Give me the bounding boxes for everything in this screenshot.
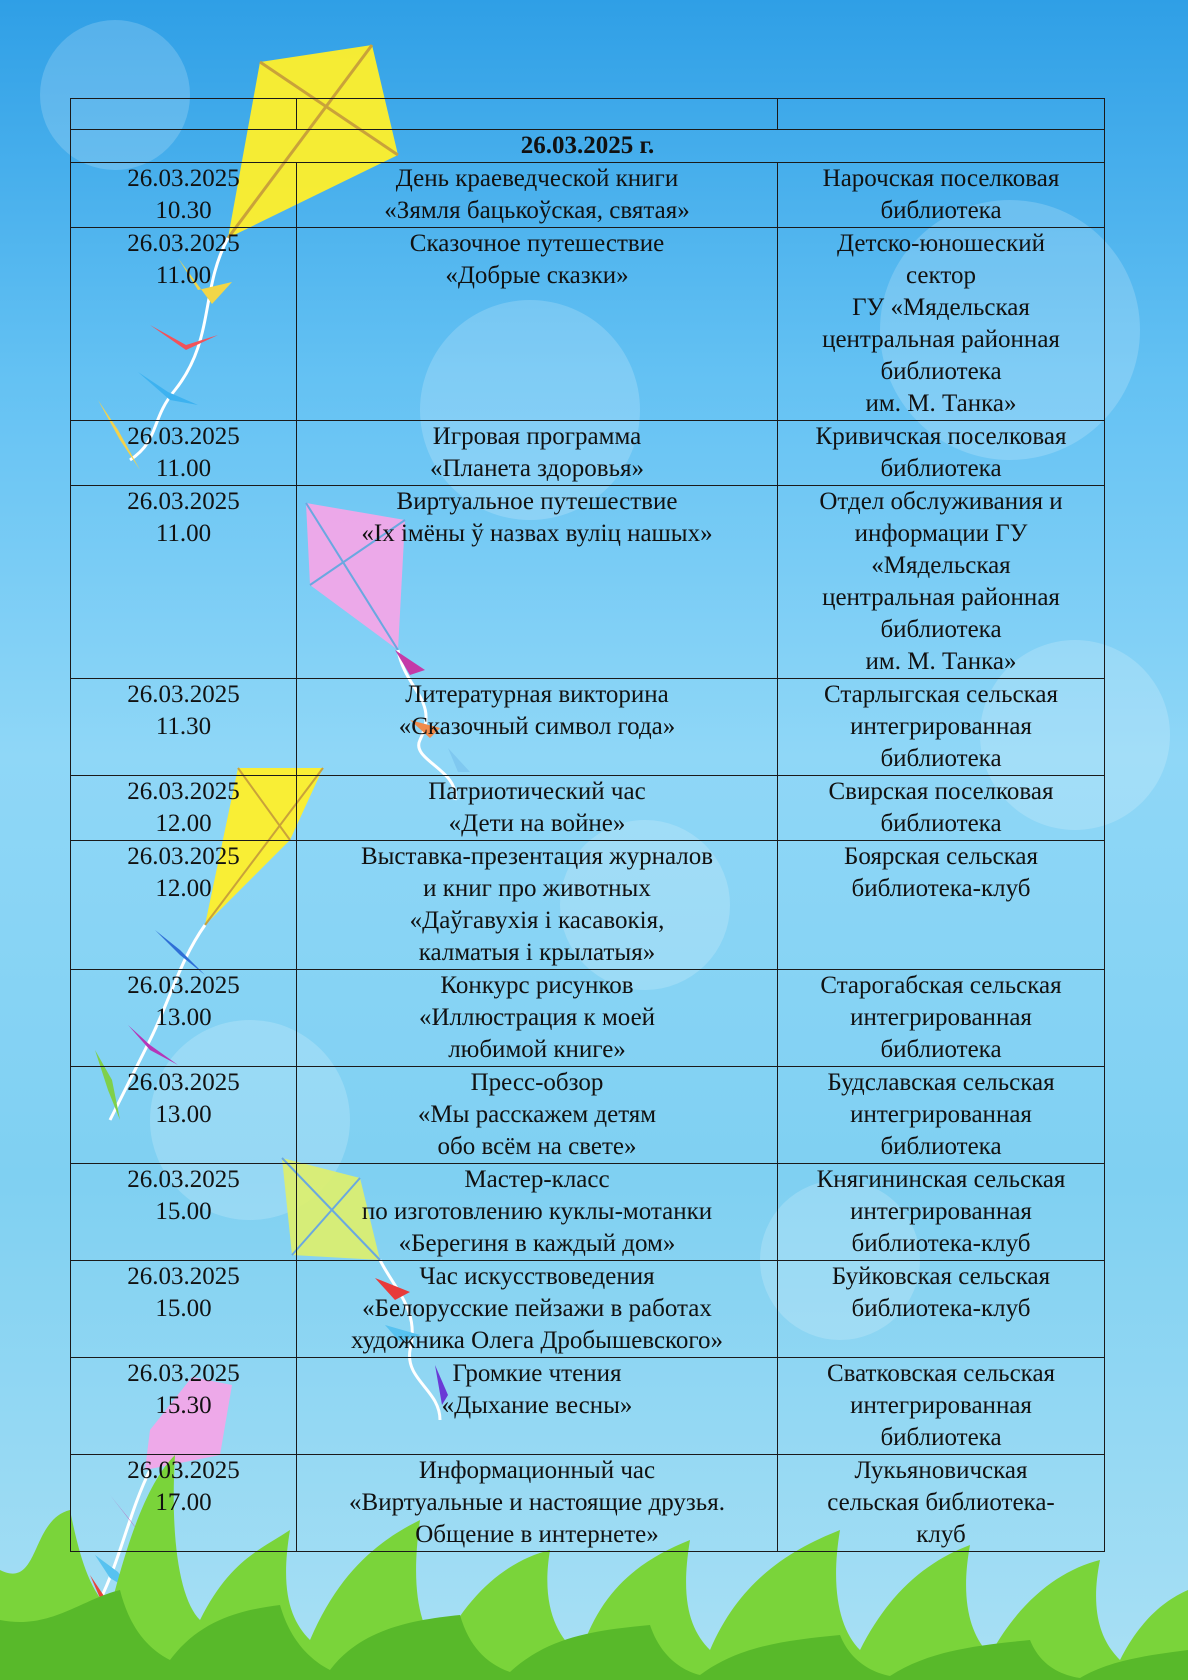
datetime-cell bbox=[71, 776, 297, 841]
empty-cell bbox=[71, 99, 297, 130]
datetime-cell bbox=[71, 1067, 297, 1164]
events-schedule-table bbox=[70, 98, 1105, 1552]
event-date: 26.03.2025 bbox=[127, 423, 240, 450]
table-row bbox=[71, 776, 1105, 841]
event-title: Игровая программа «Планета здоровья» bbox=[297, 421, 778, 486]
datetime-cell bbox=[71, 970, 297, 1067]
event-title: Конкурс рисунков «Иллюстрация к моей любимой книге» bbox=[297, 970, 778, 1067]
event-date: 26.03.2025 bbox=[127, 778, 240, 805]
event-venue: Отдел обслуживания и информации ГУ «Мядельская центральная районная библиотека им. М. Танка» bbox=[778, 486, 1105, 679]
event-time: 11.00 bbox=[155, 262, 212, 289]
event-venue: Свирская поселковая библиотека bbox=[778, 776, 1105, 841]
event-title: Литературная викторина «Сказочный символ года» bbox=[297, 679, 778, 776]
event-venue: Кривичская поселковая библиотека bbox=[778, 421, 1105, 486]
event-venue: Лукьяновичская сельская библиотека- клуб bbox=[778, 1455, 1105, 1552]
event-title: Час искусствоведения «Белорусские пейзажи в работах художника Олега Дробышевского» bbox=[297, 1261, 778, 1358]
empty-cell bbox=[778, 99, 1105, 130]
event-date: 26.03.2025 bbox=[127, 972, 240, 999]
datetime-cell bbox=[71, 163, 297, 228]
event-venue: Будславская сельская интегрированная библиотека bbox=[778, 1067, 1105, 1164]
empty-cell bbox=[297, 99, 778, 130]
event-time: 15.00 bbox=[155, 1198, 212, 1225]
event-date: 26.03.2025 bbox=[127, 488, 240, 515]
table-row bbox=[71, 163, 1105, 228]
event-venue: Сватковская сельская интегрированная библиотека bbox=[778, 1358, 1105, 1455]
table-row bbox=[71, 1358, 1105, 1455]
event-time: 15.30 bbox=[155, 1392, 212, 1419]
event-date: 26.03.2025 bbox=[127, 681, 240, 708]
event-time: 15.00 bbox=[155, 1295, 212, 1322]
datetime-cell bbox=[71, 486, 297, 679]
event-title: Информационный час «Виртуальные и настоящие друзья. Общение в интернете» bbox=[297, 1455, 778, 1552]
table-row bbox=[71, 1164, 1105, 1261]
event-date: 26.03.2025 bbox=[127, 165, 240, 192]
datetime-cell bbox=[71, 679, 297, 776]
datetime-cell bbox=[71, 1164, 297, 1261]
table-row bbox=[71, 970, 1105, 1067]
event-title: Мастер-класс по изготовлению куклы-мотанки «Берегиня в каждый дом» bbox=[297, 1164, 778, 1261]
event-title: Громкие чтения «Дыхание весны» bbox=[297, 1358, 778, 1455]
event-venue: Старогабская сельская интегрированная библиотека bbox=[778, 970, 1105, 1067]
datetime-cell bbox=[71, 228, 297, 421]
event-date: 26.03.2025 bbox=[127, 1457, 240, 1484]
date-heading-row bbox=[71, 130, 1105, 163]
event-date: 26.03.2025 bbox=[127, 1263, 240, 1290]
event-time: 11.00 bbox=[155, 455, 212, 482]
event-venue: Княгининская сельская интегрированная библиотека-клуб bbox=[778, 1164, 1105, 1261]
event-venue: Нарочская поселковая библиотека bbox=[778, 163, 1105, 228]
event-date: 26.03.2025 bbox=[127, 1069, 240, 1096]
table-row bbox=[71, 1261, 1105, 1358]
event-venue: Боярская сельская библиотека-клуб bbox=[778, 841, 1105, 970]
event-title: Патриотический час «Дети на войне» bbox=[297, 776, 778, 841]
event-venue: Детско-юношеский сектор ГУ «Мядельская центральная районная библиотека им. М. Танка» bbox=[778, 228, 1105, 421]
datetime-cell bbox=[71, 421, 297, 486]
date-heading: 26.03.2025 г. bbox=[71, 130, 1105, 163]
event-title: Виртуальное путешествие «Іх імёны ў назвах вуліц нашых» bbox=[297, 486, 778, 679]
event-title: Сказочное путешествие «Добрые сказки» bbox=[297, 228, 778, 421]
datetime-cell bbox=[71, 1261, 297, 1358]
table-row bbox=[71, 1455, 1105, 1552]
datetime-cell bbox=[71, 1455, 297, 1552]
event-time: 11.00 bbox=[155, 520, 212, 547]
datetime-cell bbox=[71, 1358, 297, 1455]
datetime-cell bbox=[71, 841, 297, 970]
table-row bbox=[71, 486, 1105, 679]
table-row bbox=[71, 421, 1105, 486]
event-date: 26.03.2025 bbox=[127, 1360, 240, 1387]
event-date: 26.03.2025 bbox=[127, 230, 240, 257]
event-time: 11.30 bbox=[155, 713, 212, 740]
table-row bbox=[71, 841, 1105, 970]
event-time: 13.00 bbox=[155, 1101, 212, 1128]
event-title: День краеведческой книги «Зямля бацькоўская, святая» bbox=[297, 163, 778, 228]
table-row bbox=[71, 679, 1105, 776]
event-venue: Старлыгская сельская интегрированная библиотека bbox=[778, 679, 1105, 776]
event-date: 26.03.2025 bbox=[127, 1166, 240, 1193]
table-row bbox=[71, 1067, 1105, 1164]
event-time: 12.00 bbox=[155, 875, 212, 902]
event-time: 10.30 bbox=[155, 197, 212, 224]
event-date: 26.03.2025 bbox=[127, 843, 240, 870]
table-row bbox=[71, 228, 1105, 421]
event-time: 13.00 bbox=[155, 1004, 212, 1031]
event-time: 12.00 bbox=[155, 810, 212, 837]
event-time: 17.00 bbox=[155, 1489, 212, 1516]
event-title: Пресс-обзор «Мы расскажем детям обо всём на свете» bbox=[297, 1067, 778, 1164]
event-title: Выставка-презентация журналов и книг про животных «Даўгавухія і касавокія, калматыя і крылатыя» bbox=[297, 841, 778, 970]
empty-header-row bbox=[71, 99, 1105, 130]
event-venue: Буйковская сельская библиотека-клуб bbox=[778, 1261, 1105, 1358]
